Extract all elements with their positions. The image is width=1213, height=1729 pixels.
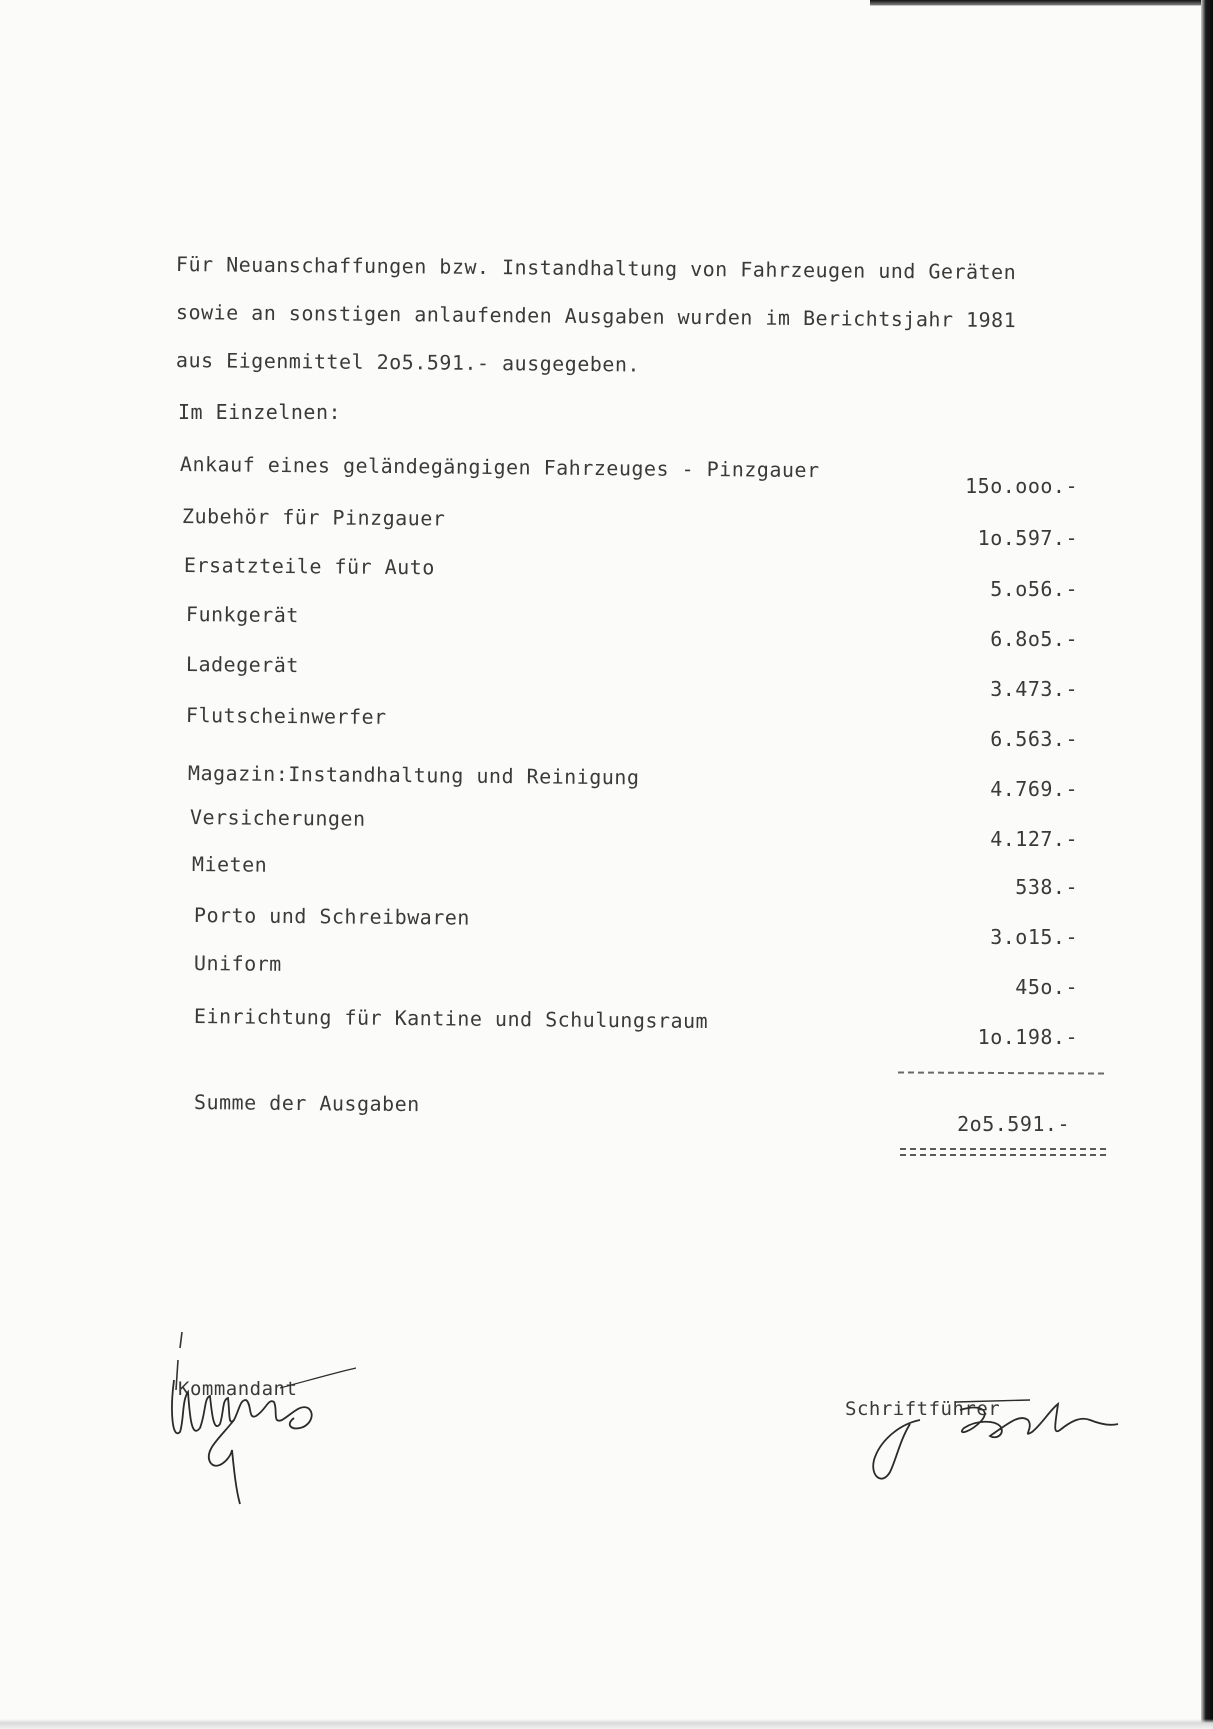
section-heading: Im Einzelnen: [178, 400, 342, 424]
signature-schriftfuehrer [860, 1380, 1120, 1500]
item-label-funkgeraet: Funkgerät [185, 602, 299, 628]
total-label: Summe der Ausgaben [193, 1090, 420, 1117]
item-label-uniform: Uniform [193, 951, 282, 976]
item-amount-pinzgauer: 15o.ooo.- [965, 474, 1078, 498]
item-label-flutscheinwerfer: Flutscheinwerfer [185, 703, 387, 729]
item-amount-versicherungen: 4.127.- [990, 827, 1078, 851]
item-amount-uniform: 45o.- [1015, 975, 1078, 999]
item-amount-einrichtung: 1o.198.- [977, 1025, 1078, 1049]
item-amount-ersatzteile: 5.o56.- [990, 577, 1078, 601]
item-amount-porto: 3.o15.- [990, 925, 1078, 949]
subtotal-rule [898, 1071, 1104, 1074]
item-amount-mieten: 538.- [1015, 875, 1078, 899]
item-amount-flutscheinwerfer: 6.563.- [990, 727, 1078, 751]
item-label-versicherungen: Versicherungen [189, 805, 366, 831]
signature-label-schriftfuehrer: Schriftführer [845, 1398, 1001, 1420]
signature-label-kommandant: Kommandant [178, 1378, 298, 1400]
intro-line-3: aus Eigenmittel 2o5.591.- ausgegeben. [175, 348, 641, 377]
total-double-rule [900, 1148, 1106, 1156]
item-label-ersatzteile: Ersatzteile für Auto [183, 553, 435, 580]
intro-paragraph [176, 240, 1076, 384]
item-label-porto: Porto und Schreibwaren [193, 903, 471, 930]
item-label-ladegeraet: Ladegerät [185, 652, 299, 678]
item-amount-funkgeraet: 6.8o5.- [990, 627, 1078, 651]
intro-line-1: Für Neuanschaffungen bzw. Instandhaltung von Fahrzeugen und Geräten [175, 252, 1017, 285]
scan-edge-bottom [0, 1719, 1213, 1729]
item-label-pinzgauer: Ankauf eines geländegängigen Fahrzeuges - Pinzgauer [179, 452, 820, 483]
signature-kommandant [160, 1320, 360, 1520]
item-label-magazin: Magazin:Instandhaltung und Reinigung [187, 761, 640, 790]
item-amount-ladegeraet: 3.473.- [990, 677, 1078, 701]
item-label-einrichtung: Einrichtung für Kantine und Schulungsraum [193, 1004, 709, 1033]
item-label-mieten: Mieten [191, 852, 268, 877]
scan-edge-right [1201, 0, 1213, 1729]
scan-edge-top [870, 0, 1213, 6]
intro-line-2: sowie an sonstigen anlaufenden Ausgaben wurden im Berichtsjahr 1981 [175, 300, 1017, 333]
item-amount-zubehoer: 1o.597.- [977, 526, 1078, 550]
item-label-zubehoer: Zubehör für Pinzgauer [181, 504, 446, 531]
total-amount: 2o5.591.- [957, 1112, 1070, 1136]
item-amount-magazin: 4.769.- [990, 777, 1078, 801]
